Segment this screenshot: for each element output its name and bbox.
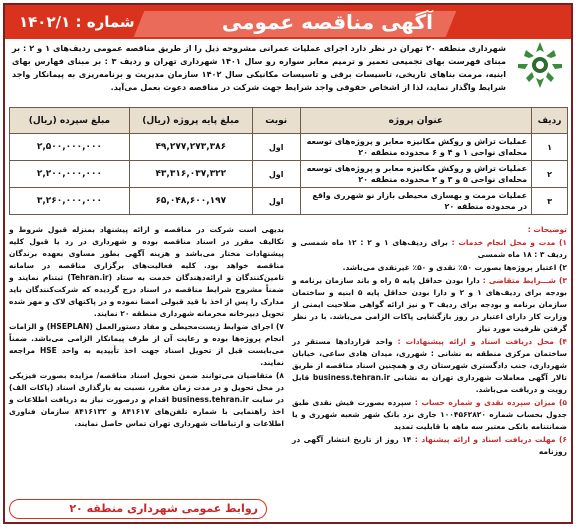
row-number: ۳ bbox=[532, 188, 568, 215]
notes-right-column bbox=[292, 224, 567, 459]
note-3 bbox=[292, 275, 567, 335]
note-3-text: دارا بودن حداقل پایه ۵ راه و باند سازمان برنامه و بودجه برای ردیف‌های ۱ و ۲ و دارا بودن حداقل پایه ۵ ابنیه و ساختمان سازمان برنامه و بودجه برای ردیف ۳ و نیز ارائه گواهی صلاحیت ایمنی از وزارت کار دارای اعتبار در روز بازگشایی پاکات الزامی می‌باشد. با در نظر گرفتن ظرفیت مورد نیاز bbox=[292, 276, 567, 333]
note-6 bbox=[292, 434, 567, 458]
ad-header bbox=[5, 5, 571, 39]
note-1 bbox=[292, 237, 567, 261]
note-1-label: ۱) مدت و محل انجام خدمات : bbox=[451, 238, 567, 247]
project-turn: اول bbox=[252, 134, 300, 161]
table-row bbox=[10, 161, 568, 188]
project-title: عملیات تراش و روکش مکانیزه معابر و پروژه‌های توسعه محله‌ای نواحی ۵ و ۳ و ۲ محدوده منطقه ۲۰ bbox=[300, 161, 531, 188]
base-amount: ۶۵,۰۴۸,۶۰۰,۱۹۷ bbox=[129, 188, 252, 215]
col-row: ردیف bbox=[532, 108, 568, 134]
ad-title: آگهی مناقصه عمومی bbox=[221, 10, 433, 34]
note-4-text: واحد قراردادها مستقر در ساختمان مرکزی منطقه به نشانی : شهرری، میدان هادی ساعی، خیابان شهرداری، جنب دادگستری شهرستان ری و همچنین اسناد مناقصه از طریق تالار آگهی معاملات شهرداری تهران به نشانی business.tehran.ir قابل رویت و دریافت می‌باشد. bbox=[292, 337, 567, 394]
col-deposit: مبلغ سپرده (ریال) bbox=[10, 108, 130, 134]
notes-heading: توضیحات : bbox=[527, 225, 567, 234]
deposit-amount: ۲,۲۰۰,۰۰۰,۰۰۰ bbox=[10, 161, 130, 188]
col-title: عنوان پروژه bbox=[300, 108, 531, 134]
note-6-text: ۱۴ روز از تاریخ انتشار آگهی در روزنامه bbox=[292, 435, 567, 456]
table-row bbox=[10, 134, 568, 161]
ad-number: شماره : ۱۴۰۲/۱ bbox=[19, 13, 135, 31]
municipality-logo-icon bbox=[510, 36, 570, 94]
col-base: مبلغ پایه پروژه (ریال) bbox=[129, 108, 252, 134]
base-amount: ۴۹,۲۷۷,۲۷۳,۳۸۶ bbox=[129, 134, 252, 161]
col-turn: نوبت bbox=[252, 108, 300, 134]
note-8: ۸) متقاضیان می‌توانند ضمن تحویل اسناد مناقصه/ مزایده بصورت فیزیکی در محل تحویل و در مدت زمان مقرر، نسبت به بارگذاری اسناد (پاکات الف) در سایت business.tehran.ir اقدام و درصورت نیاز به دریافت اطلاعات و اخذ راهنمایی با شماره تلفن‌های ۸۴۱۶۱۷ و ۸۴۱۶۱۳۲ سازمان فناوری اطلاعات و ارتباطات شهرداری تهران تماس حاصل نمایند. bbox=[9, 371, 285, 428]
note-1-text: برای ردیف‌های ۱ و ۲ : ۱۲ ماه شمسی و ردیف ۳ : ۱۸ ماه شمسی bbox=[292, 238, 567, 259]
project-title: عملیات تراش و روکش مکانیزه معابر و پروژه‌های توسعه محله‌ای نواحی ۱ و ۴ و ۶ محدوده منطقه ۲۰ bbox=[300, 134, 531, 161]
table-row bbox=[10, 188, 568, 215]
note-4 bbox=[292, 336, 567, 396]
project-turn: اول bbox=[252, 161, 300, 188]
note-6-label: ۶) مهلت دریافت اسناد و ارائه پیشنهاد : bbox=[414, 435, 567, 444]
deposit-amount: ۳,۲۶۰,۰۰۰,۰۰۰ bbox=[10, 188, 130, 215]
notes-left-column bbox=[9, 224, 284, 431]
projects-table bbox=[9, 107, 568, 215]
project-title: عملیات مرمت و بهسازی محیطی بازار نو شهرری واقع در محدوده منطقه ۲۰ bbox=[300, 188, 531, 215]
note-5-label: ۵) میزان سپرده نقدی و شماره حساب : bbox=[414, 398, 567, 407]
table-header-row bbox=[10, 108, 568, 134]
ad-intro: شهرداری منطقه ۲۰ تهران در نظر دارد اجرای عملیات عمرانی مشروحه ذیل را از طریق مناقصه عمومی ردیف‌های ۱ و ۲ : بر مبنای فهرست بهای تجمیعی تعمیر و ترمیم معابر سواره رو سال ۱۴۰۱ شهرداری تهران و ردیف ۳ : بر مبنای فهارس بهای ابنیه، مرمت بناهای تاریخی، تاسیسات برقی و تاسیسات مکانیکی سال ۱۴۰۲ سازمان مدیریت و برنامه‌ریزی به پیمانکار واجد شرایط واگذار نماید، لذا از اشخاص حقوقی واجد شرایط جهت شرکت در مناقصه دعوت بعمل می‌آید. bbox=[12, 43, 507, 92]
footer-text: روابط عمومی شهرداری منطقه ۲۰ bbox=[69, 502, 258, 515]
note-7: ۷) اجرای ضوابط زیست‌محیطی و مفاد دستورالعمل (HSEPLAN) و الزامات انجام پروژه‌ها بوده و رعایت آن از طرف پیمانکار الزامی می‌باشد. ضمناً می‌بایست قبل از تحویل اسناد جهت اخذ تأییدیه به واحد HSE مراجعه نمایند. bbox=[9, 322, 284, 367]
note-5-text: سپرده بصورت فیش نقدی طبق جدول بحساب شماره ۱۰۰۴۵۶۲۸۲۰ جاری نزد بانک شهر شعبه شهرری و یا ضمانتنامه بانکی معتبر سه ماهه با قابلیت تمدید bbox=[292, 398, 567, 431]
deposit-amount: ۲,۵۰۰,۰۰۰,۰۰۰ bbox=[10, 134, 130, 161]
row-number: ۲ bbox=[532, 161, 568, 188]
note-2: ۲) اعتبار پروژه‌ها بصورت ۵۰٪ نقدی و ۵۰٪ غیرنقدی می‌باشد. bbox=[342, 263, 567, 272]
base-amount: ۴۳,۳۱۶,۰۳۷,۳۲۲ bbox=[129, 161, 252, 188]
ad-footer bbox=[9, 499, 267, 519]
note-3-label: ۳) شـــرایط متقاضی : bbox=[482, 276, 567, 285]
note-general: بدیهی است شرکت در مناقصه و ارائه پیشنهاد بمنزله قبول شروط و تکالیف مقرر در اسناد مناقصه بوده و شهرداری در رد یا قبول کلیه پیشنهادات مختار می‌باشد و هزینه آگهی بطور مساوی بعهده برندگان مناقصه خواهد بود. کلیه فعالیت‌های برگزاری مناقصه در سامانه تامین‌کنندگان و ارائه‌دهندگان خدمت به ستاد (Tehran.ir) ثبتنام نمایند و ضمناً مشروح شرایط مناقصه در اسناد درج گردیده که شرکت‌کنندگان باید مدارک را پس از اخذ با قید قبولی امضا نموده و در پاکتهای لاک و مهر شده تحویل دبیرخانه محرمانه شهرداری منطقه ۲۰ نمایند. bbox=[9, 225, 284, 318]
row-number: ۱ bbox=[532, 134, 568, 161]
note-4-label: ۴) محل دریافت اسناد و ارائه پیشنهادات : bbox=[397, 337, 567, 346]
project-turn: اول bbox=[252, 188, 300, 215]
note-5 bbox=[292, 397, 567, 433]
